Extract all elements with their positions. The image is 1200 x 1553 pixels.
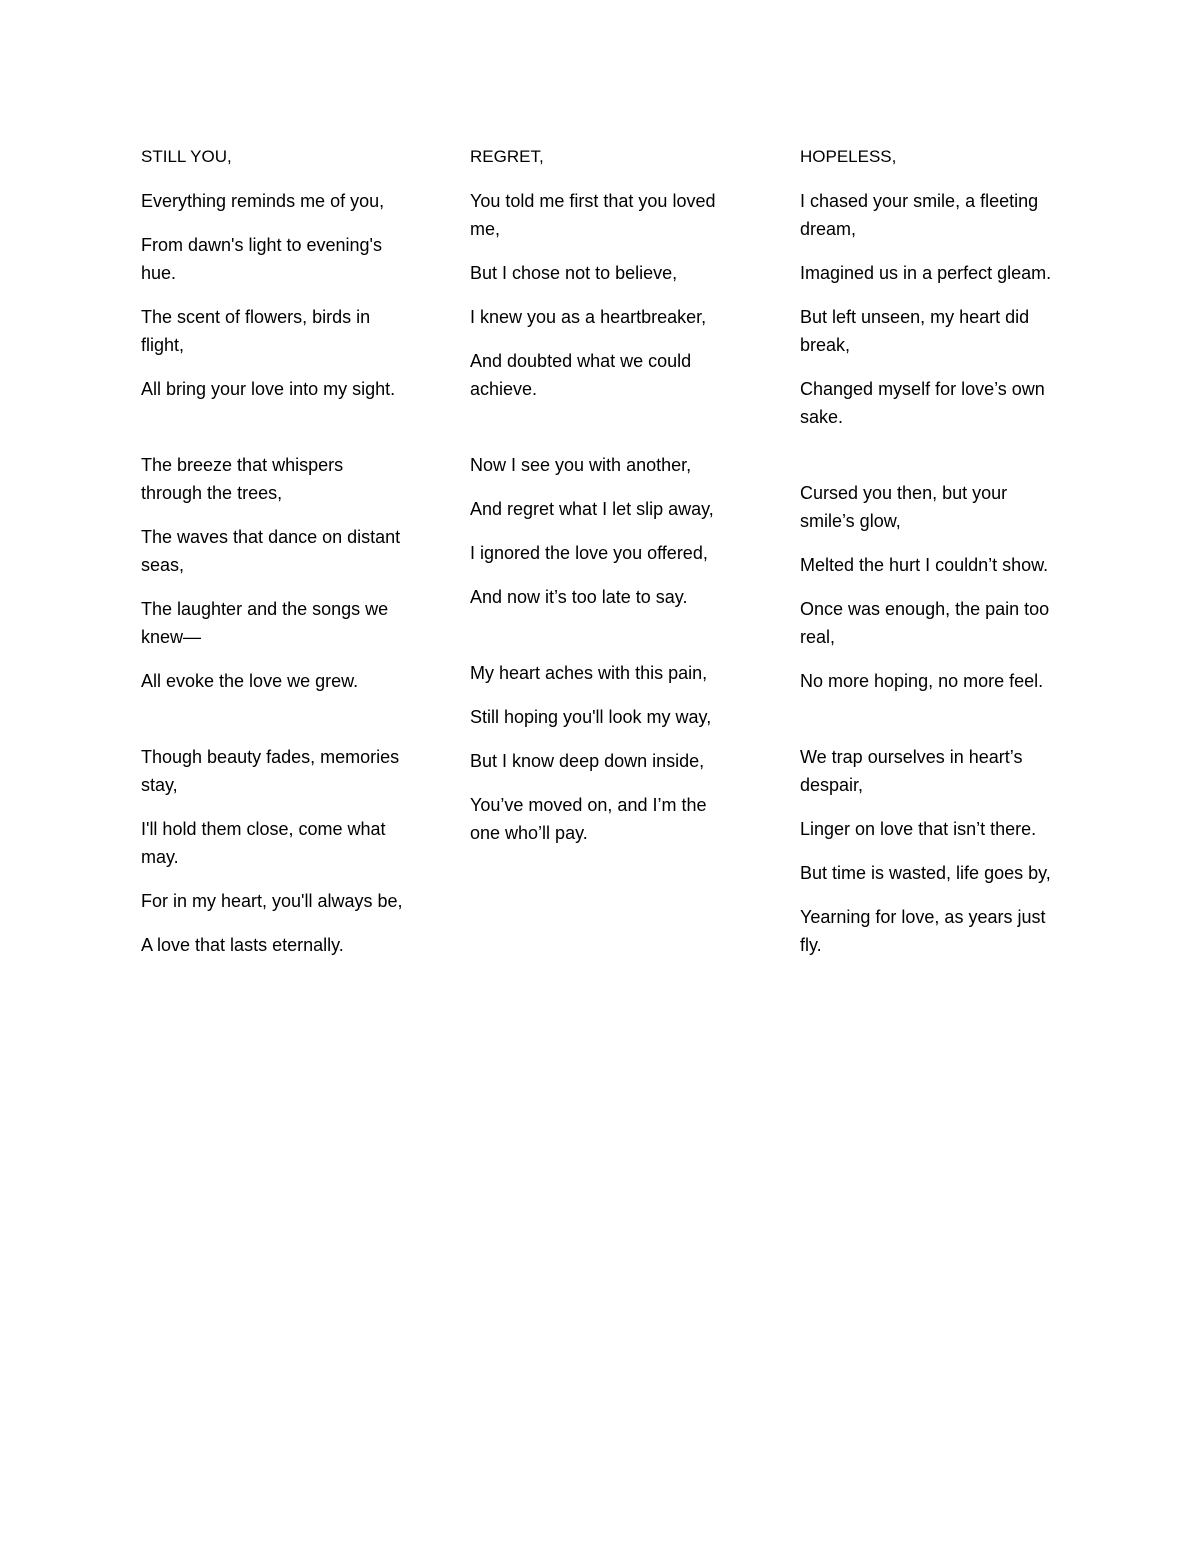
poem-line: Still hoping you'll look my way, bbox=[470, 707, 712, 727]
poem-line: I ignored the love you offered, bbox=[470, 543, 708, 563]
poem-line: Everything reminds me of you, bbox=[141, 191, 385, 211]
stanza-break bbox=[141, 419, 406, 451]
poem-line: All evoke the love we grew. bbox=[141, 671, 359, 691]
poem-line: But I know deep down inside, bbox=[470, 751, 705, 771]
poem-line: The waves that dance on distant seas, bbox=[141, 527, 401, 575]
poem-line: The breeze that whispers through the trees, bbox=[141, 455, 344, 503]
poem-line: We trap ourselves in heart’s despair, bbox=[800, 747, 1023, 795]
poem-line: All bring your love into my sight. bbox=[141, 379, 396, 399]
stanza-break bbox=[470, 627, 740, 659]
poem-line: You told me first that you loved me, bbox=[470, 191, 716, 239]
poem-line: Once was enough, the pain too real, bbox=[800, 599, 1050, 647]
poem-line: Though beauty fades, memories stay, bbox=[141, 747, 400, 795]
poem-line: Cursed you then, but your smile’s glow, bbox=[800, 483, 1008, 531]
stanza-break bbox=[470, 419, 740, 451]
stanza-break bbox=[800, 711, 1065, 743]
poem-line: Changed myself for love’s own sake. bbox=[800, 379, 1045, 427]
poem-line: Linger on love that isn’t there. bbox=[800, 819, 1037, 839]
poem-line: I'll hold them close, come what may. bbox=[141, 819, 386, 867]
poem-line: And regret what I let slip away, bbox=[470, 499, 714, 519]
poem-hopeless bbox=[800, 143, 1065, 975]
poem-line: And now it’s too late to say. bbox=[470, 587, 688, 607]
stanza-break bbox=[141, 711, 406, 743]
poem-line: Yearning for love, as years just fly. bbox=[800, 907, 1046, 955]
poem-line: But time is wasted, life goes by, bbox=[800, 863, 1051, 883]
poem-title: STILL YOU, bbox=[141, 147, 232, 166]
poem-line: I chased your smile, a fleeting dream, bbox=[800, 191, 1039, 239]
poem-line: For in my heart, you'll always be, bbox=[141, 891, 403, 911]
poem-line: From dawn's light to evening's hue. bbox=[141, 235, 382, 283]
poem-line: Melted the hurt I couldn’t show. bbox=[800, 555, 1049, 575]
poem-line: My heart aches with this pain, bbox=[470, 663, 708, 683]
poem-line: Now I see you with another, bbox=[470, 455, 692, 475]
poem-line: Imagined us in a perfect gleam. bbox=[800, 263, 1052, 283]
poem-line: The laughter and the songs we knew— bbox=[141, 599, 389, 647]
poem-line: A love that lasts eternally. bbox=[141, 935, 344, 955]
poem-line: And doubted what we could achieve. bbox=[470, 351, 692, 399]
poem-line: No more hoping, no more feel. bbox=[800, 671, 1044, 691]
poem-line: You’ve moved on, and I’m the one who’ll pay. bbox=[470, 795, 707, 843]
poem-title: HOPELESS, bbox=[800, 147, 897, 166]
poem-line: But left unseen, my heart did break, bbox=[800, 307, 1030, 355]
poem-line: I knew you as a heartbreaker, bbox=[470, 307, 707, 327]
poem-title: REGRET, bbox=[470, 147, 544, 166]
poem-regret bbox=[470, 143, 740, 863]
poem-line: The scent of flowers, birds in flight, bbox=[141, 307, 371, 355]
stanza-break bbox=[800, 447, 1065, 479]
poem-still-you bbox=[141, 143, 406, 975]
poem-line: But I chose not to believe, bbox=[470, 263, 678, 283]
